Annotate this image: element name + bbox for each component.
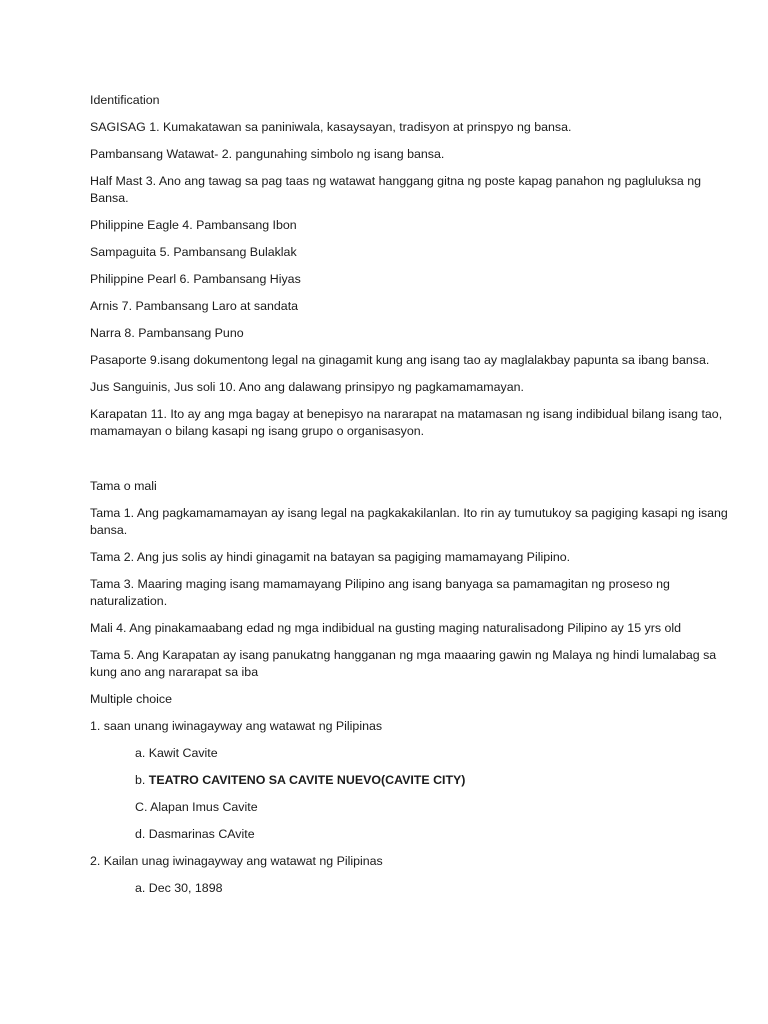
identification-item-7: Arnis 7. Pambansang Laro at sandata <box>90 299 299 313</box>
identification-item-11: Karapatan 11. Ito ay ang mga bagay at benepisyo na nararapat na matamasan ng isang indibidual bilang isang tao, mamamayan o bilang kasapi ng isang grupo o organisasyon. <box>90 407 723 438</box>
question-1-option-c: C. Alapan Imus Cavite <box>135 800 258 814</box>
identification-item-5: Sampaguita 5. Pambansang Bulaklak <box>90 245 297 259</box>
identification-item-10: Jus Sanguinis, Jus soli 10. Ano ang dalawang prinsipyo ng pagkamamamayan. <box>90 380 524 394</box>
truefalse-item-5: Tama 5. Ang Karapatan ay isang panukatng hangganan ng mga maaaring gawin ng Malaya ng hindi lumalabag sa kung ano ang nararapat sa iba <box>90 648 717 679</box>
identification-item-4: Philippine Eagle 4. Pambansang Ibon <box>90 218 297 232</box>
section-spacer <box>90 450 730 478</box>
truefalse-item-3: Tama 3. Maaring maging isang mamamayang Pilipino ang isang banyaga sa pamamagitan ng proseso ng naturalization. <box>90 577 670 608</box>
identification-item-9: Pasaporte 9.isang dokumentong legal na ginagamit kung ang isang tao ay maglalakbay papunta sa ibang bansa. <box>90 353 710 367</box>
identification-item-2: Pambansang Watawat- 2. pangunahing simbolo ng isang bansa. <box>90 147 445 161</box>
option-b-answer: TEATRO CAVITENO SA CAVITE NUEVO(CAVITE CITY) <box>148 773 466 787</box>
truefalse-heading: Tama o mali <box>90 479 157 493</box>
question-2: 2. Kailan unag iwinagayway ang watawat ng Pilipinas <box>90 854 383 868</box>
identification-item-3: Half Mast 3. Ano ang tawag sa pag taas ng watawat hanggang gitna ng poste kapag panahon ng pagluluksa ng Bansa. <box>90 174 702 205</box>
document-body <box>90 92 730 907</box>
question-1-option-d: d. Dasmarinas CAvite <box>135 827 255 841</box>
truefalse-item-2: Tama 2. Ang jus solis ay hindi ginagamit na batayan sa pagiging mamamayang Pilipino. <box>90 550 571 564</box>
identification-item-8: Narra 8. Pambansang Puno <box>90 326 244 340</box>
question-2-option-a: a. Dec 30, 1898 <box>135 881 223 895</box>
question-1-option-a: a. Kawit Cavite <box>135 746 218 760</box>
truefalse-item-1: Tama 1. Ang pagkamamamayan ay isang legal na pagkakakilanlan. Ito rin ay tumutukoy sa pagiging kasapi ng isang bansa. <box>90 506 728 537</box>
truefalse-item-4: Mali 4. Ang pinakamaabang edad ng mga indibidual na gusting maging naturalisadong Pilipino ay 15 yrs old <box>90 621 682 635</box>
identification-item-1: SAGISAG 1. Kumakatawan sa paniniwala, kasaysayan, tradisyon at prinspyo ng bansa. <box>90 120 572 134</box>
question-1-option-b <box>90 772 730 789</box>
question-1: 1. saan unang iwinagayway ang watawat ng Pilipinas <box>90 719 383 733</box>
identification-item-6: Philippine Pearl 6. Pambansang Hiyas <box>90 272 301 286</box>
option-b-prefix: b. <box>135 773 149 787</box>
multiple-choice-heading: Multiple choice <box>90 692 172 706</box>
identification-heading: Identification <box>90 93 160 107</box>
